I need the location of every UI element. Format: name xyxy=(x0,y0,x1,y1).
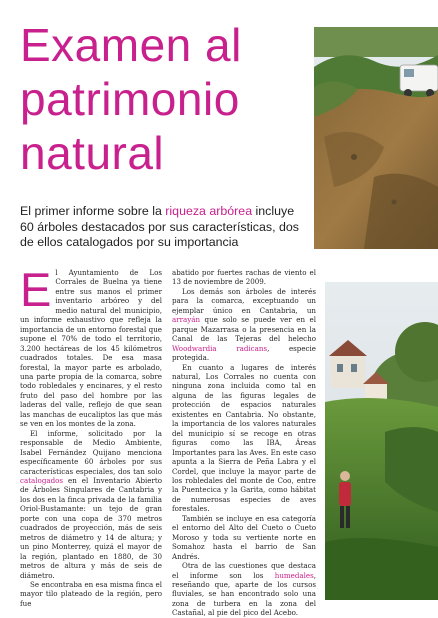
subtitle-text: incluye xyxy=(252,204,295,218)
title-line-1: Examen al xyxy=(20,19,242,71)
paragraph: abatido por fuertes rachas de viento el 13 de noviembre de 2009. xyxy=(172,268,316,287)
article-subtitle xyxy=(20,204,322,251)
paragraph xyxy=(172,561,316,618)
subtitle-line-3: de ellos catalogados por su importancia xyxy=(20,235,239,250)
title-line-3: natural xyxy=(20,127,165,179)
subtitle-line-1 xyxy=(20,204,322,220)
paragraph-text: , especie protegida. xyxy=(172,343,316,363)
subtitle-highlight: riqueza arbórea xyxy=(165,204,253,218)
subtitle-line-2: 60 árboles destacados por sus características, dos xyxy=(20,219,299,234)
paragraph xyxy=(20,263,162,429)
paragraph: También se incluye en esa categoría el entorno del Alto del Cueto o Cueto Moroso y toda su vertiente norte en Somahoz hasta el barrio de San Andrés. xyxy=(172,513,316,561)
paragraph-text: que solo se puede ver en el parque Mazarrasa o la presencia en la Canal de las Tejeras del helecho xyxy=(172,315,316,344)
title-line-2: patrimonio xyxy=(20,73,240,125)
paragraph: Se encontraba en esa misma finca el mayor tilo plateado de la región, pero fue xyxy=(20,579,162,608)
dropcap: E xyxy=(20,263,52,316)
highlight-link: humedales xyxy=(274,570,314,580)
photo-hillside-van xyxy=(314,27,438,249)
article-column-1 xyxy=(20,263,162,608)
paragraph xyxy=(20,429,162,580)
paragraph-text: en el Inventario Abierto de Árboles Singulares de Cantabria y los dos en la finca privada de la familia Oriol-Bustamante: un tejo de gran porte con una copa de 370 metros cuadrados de proyección, más de seis metros de diámetro y 14 de altura; y un pino Monterrey, quizá el mayor de la región, plantado en 1880, de 30 metros de altura y más de seis de diámetro. xyxy=(20,475,162,580)
paragraph-text: Los demás son árboles de interés para la comarca, exceptuando un ejemplar único en Cantabria, un xyxy=(172,286,316,315)
paragraph: En cuanto a lugares de interés natural, Los Corrales no cuenta con ninguna zona incluida como tal en alguna de las figuras legales de protección de espacios naturales existentes en Cantabria. No obstante, la importancia de los valores naturales del municipio sí se recoge en otras figuras como las IBA, Áreas Importantes para las Aves. En este caso apunta a la Sierra de Peña Labra y el Cordel, que incluye la mayor parte de los robledales del monte de Coo, entre la Puentecica y la Garita, como hábitat de numerosas especies de aves forestales. xyxy=(172,362,316,514)
highlight-link: catalogados xyxy=(20,475,64,485)
paragraph-text: Otra de las cuestiones que destaca el informe son los xyxy=(172,561,316,580)
paragraph-text: El informe, solicitado por la responsable de Medio Ambiente, Isabel Fernández Quijano menciona específicamente 60 árboles por sus características especiales, dos tan solo xyxy=(20,428,162,476)
highlight-link: Woodwardia radicans xyxy=(172,343,268,353)
article-column-2 xyxy=(172,268,316,618)
paragraph-text: , reseñando que, aparte de los cursos fluviales, se han encontrado solo una zona de turbera en la zona del Castañal, al pie del pico del Acebo. xyxy=(172,570,316,618)
subtitle-text: El primer informe sobre la xyxy=(20,204,166,218)
article-title xyxy=(20,18,320,180)
photo-man-in-meadow xyxy=(325,282,438,600)
highlight-link: arrayán xyxy=(172,315,201,325)
paragraph-text: l Ayuntamiento de Los Corrales de Buelna ya tiene entre sus manos el primer inventario arbóreo y del medio natural del municipio, un informe exhaustivo que refleja la importancia de un entorno forestal que supone el 70% de todo el territorio, 3.200 hectáreas de los 45 kilómetros cuadrados totales. De esa masa forestal, la mayor parte es arbolado, una parte propia de la comarca, sobre todo robledales y encinares, y el resto fruto del paso del hombre por las laderas del valle, reflejo de que sean las manchas de eucaliptos las que más se ven en los montes de la zona. xyxy=(20,268,162,429)
paragraph xyxy=(172,287,316,363)
